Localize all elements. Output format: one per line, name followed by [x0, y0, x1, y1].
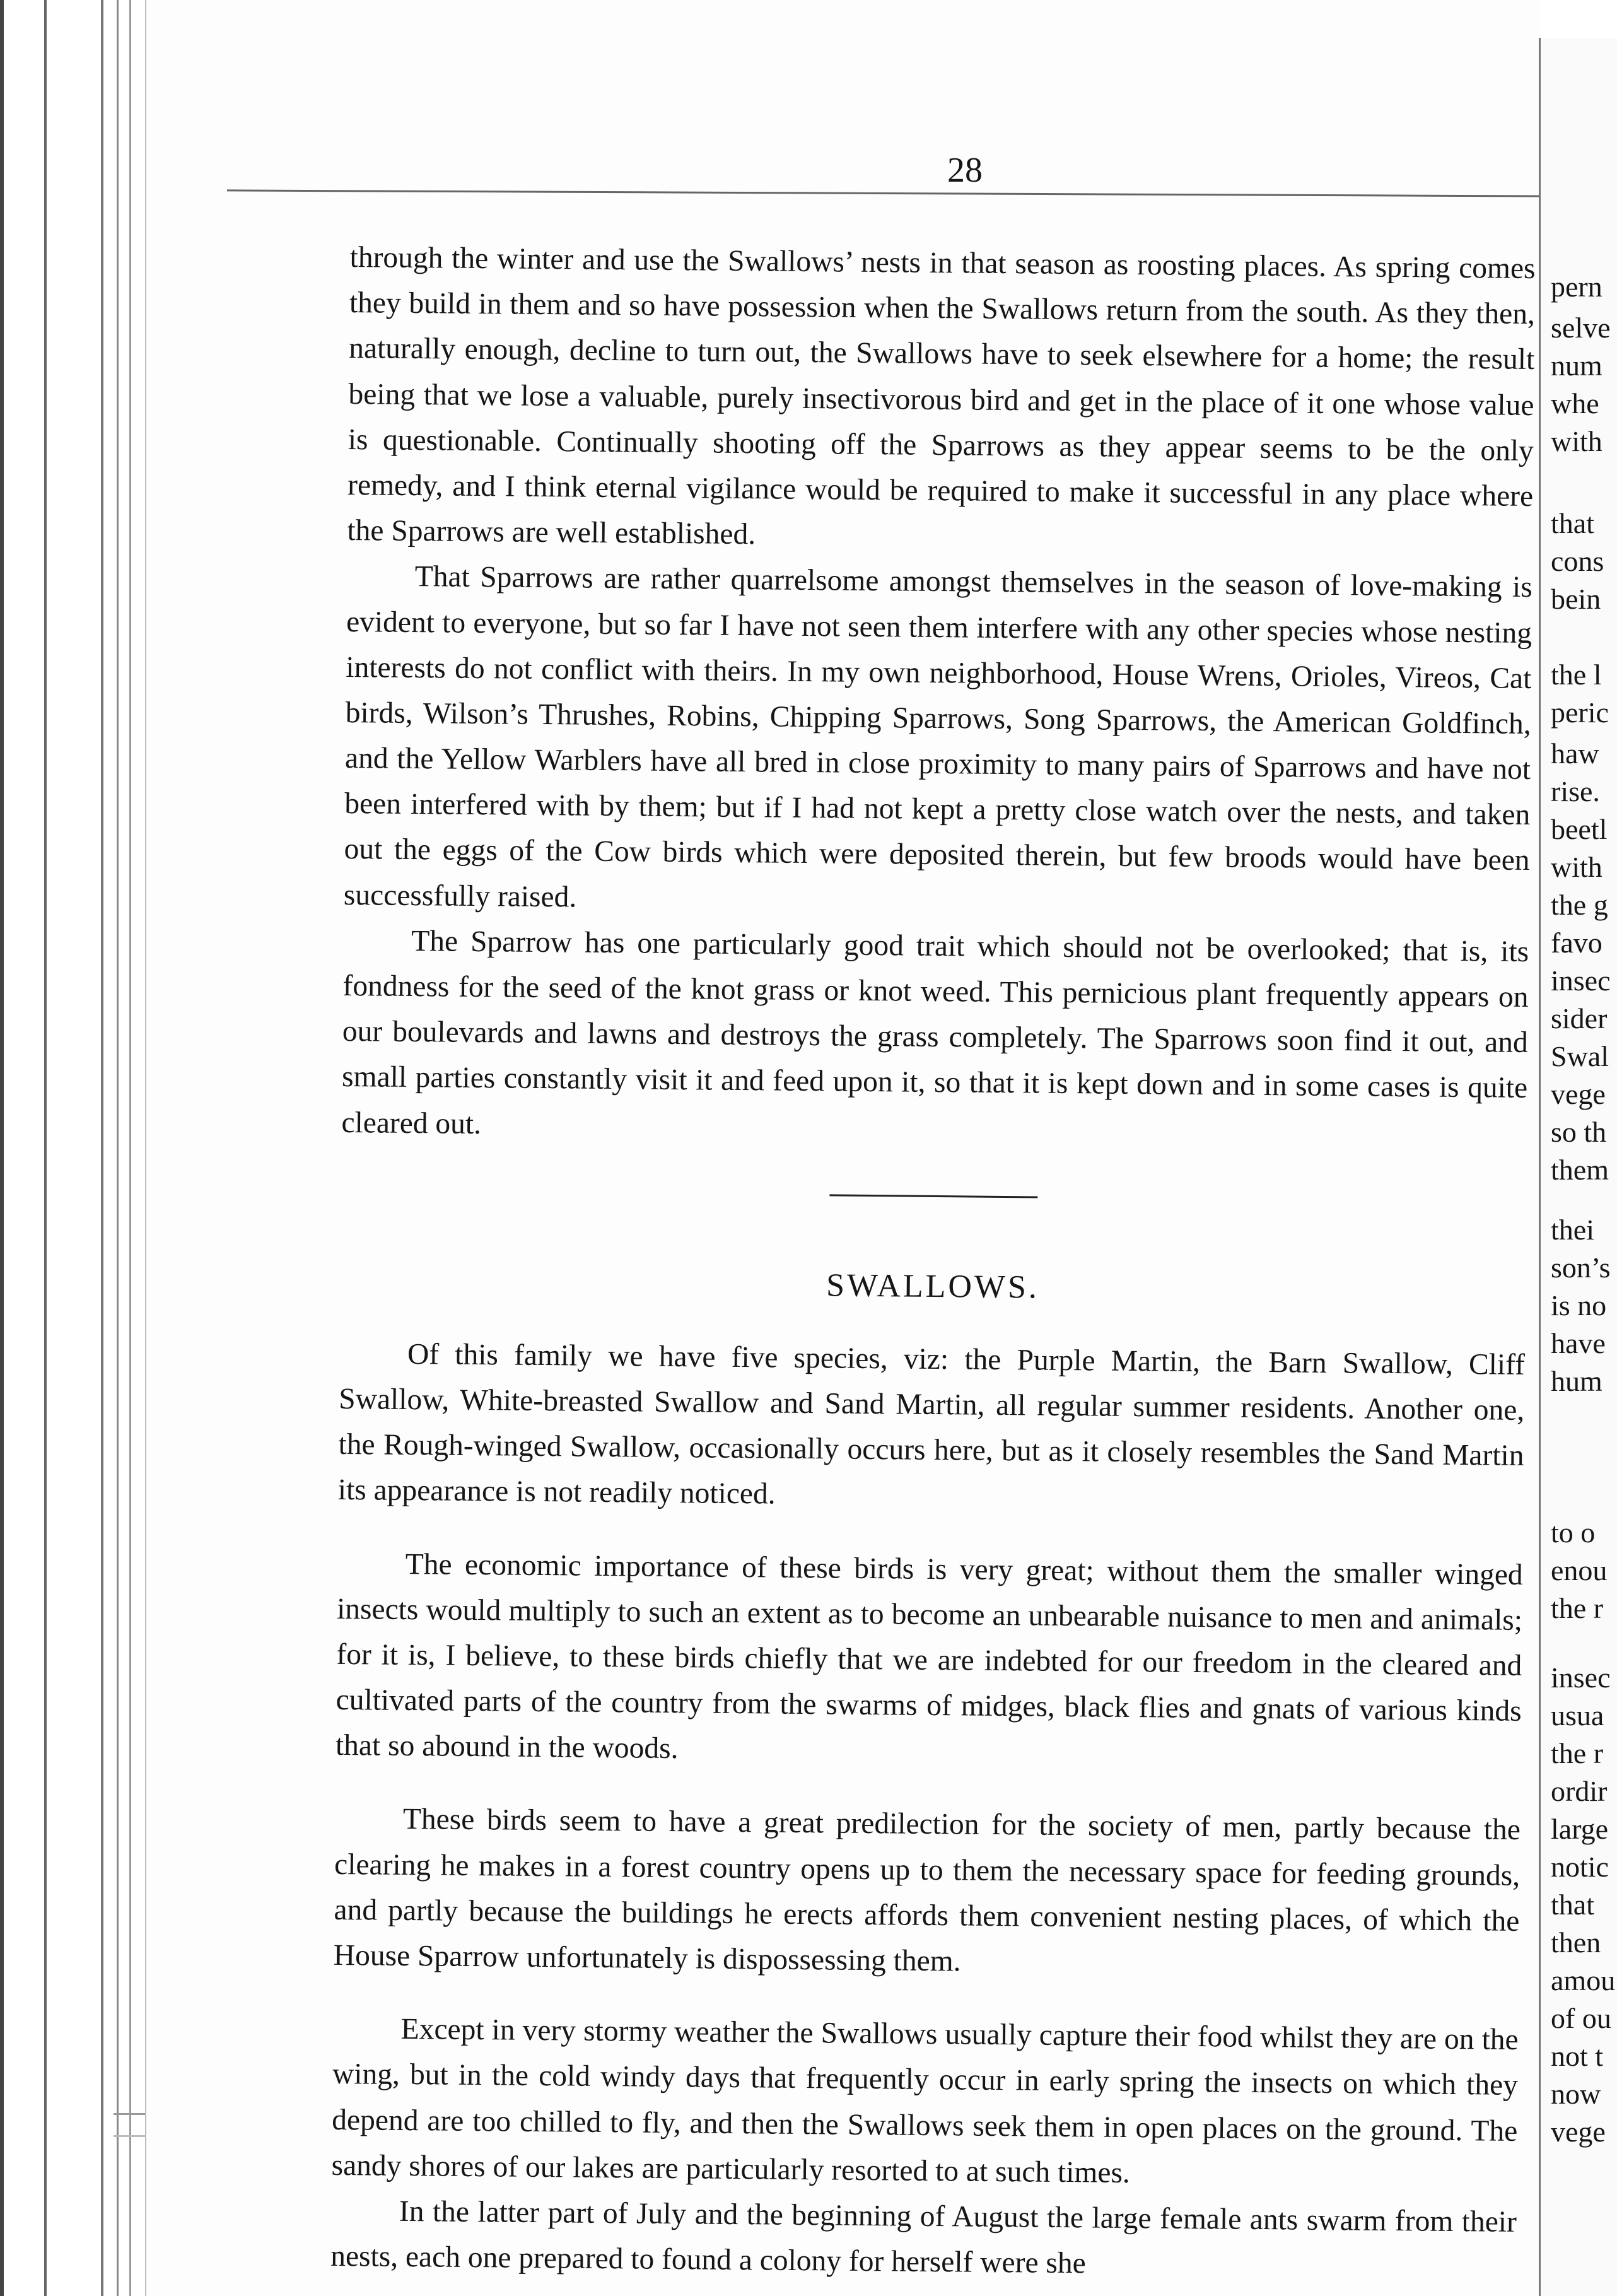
- adjacent-page-line: num: [1551, 349, 1602, 382]
- paragraph: The economic importance of these birds is very great; without them the smaller winged insects would multiply to such an extent as to become an unbearable nuisance to men and animals; for it is, I believe, to these birds chiefly that we are indebted for our freedom in the cleared and cultivated parts of the country from the swarms of midges, black flies and gnats of various kinds that so abound in the woods.: [335, 1547, 1523, 1766]
- adjacent-page-line: large: [1551, 1813, 1609, 1845]
- adjacent-page-line: so th: [1551, 1116, 1607, 1148]
- paragraph: through the winter and use the Swallows’ nests in that season as roosting places. As spring comes they build in them and so have possession when the Swallows return from the south. As they then, naturally enough, decline to turn out, the Swallows have to seek elsewhere for a home; the result being that we lose a valuable, purely insectivorous bird and get in the place of it one whose value is questionable. Continually shooting off the Sparrows as they appear seems to be the only remedy, and I think eternal vigilance would be required to make it successful in any place where the Sparrows are well established.: [347, 240, 1536, 551]
- adjacent-page-line: notic: [1551, 1851, 1609, 1883]
- adjacent-page: [1539, 38, 1617, 2296]
- adjacent-page-line: haw: [1551, 737, 1599, 770]
- adjacent-page-line: the r: [1551, 1737, 1604, 1769]
- adjacent-page-line: hum: [1551, 1365, 1602, 1397]
- adjacent-page-line: Swal: [1551, 1040, 1609, 1072]
- page-edge: [101, 0, 103, 2296]
- adjacent-page-line: with: [1551, 425, 1602, 457]
- adjacent-page-line: sider: [1551, 1002, 1608, 1034]
- adjacent-page-line: bein: [1551, 583, 1601, 615]
- paragraph: The Sparrow has one particularly good trait which should not be overlooked; that is, its fondness for the seed of the knot grass or knot weed. This pernicious plant frequently appears on our boulevards and lawns and destroys the grass completely. The Sparrows soon find it out, and small parties constantly visit it and feed upon it, so that it is kept down and in some cases is quite cleared out.: [341, 924, 1529, 1140]
- page-number: 28: [947, 151, 983, 190]
- adjacent-page-line: usua: [1551, 1699, 1604, 1731]
- adjacent-page-line: son’s: [1551, 1251, 1611, 1284]
- adjacent-page-line: to o: [1551, 1516, 1596, 1549]
- adjacent-page-line: whe: [1551, 387, 1599, 419]
- adjacent-page-line: vege: [1551, 2116, 1606, 2148]
- adjacent-page-line: the r: [1551, 1592, 1604, 1624]
- page-body: [330, 235, 1536, 2290]
- adjacent-page-line: now: [1551, 2078, 1601, 2110]
- adjacent-page-line: have: [1551, 1327, 1606, 1359]
- adjacent-page-line: beetl: [1551, 813, 1608, 845]
- adjacent-page-line: enou: [1551, 1554, 1608, 1586]
- adjacent-page-line: selve: [1551, 312, 1611, 344]
- adjacent-page-line: insec: [1551, 1661, 1611, 1694]
- adjacent-page-line: ordir: [1551, 1775, 1608, 1807]
- adjacent-page-line: is no: [1551, 1289, 1607, 1321]
- paragraph: In the latter part of July and the beginning of August the large female ants swarm from their nests, each one prepared to found a colony for herself were she: [330, 2194, 1517, 2280]
- adjacent-page-line: insec: [1551, 964, 1611, 997]
- adjacent-page-line: amou: [1551, 1964, 1616, 1996]
- paragraph: These birds seem to have a great predilection for the society of men, partly because the clearing he makes in a forest country opens up to them the necessary space for feeding grounds, and partly because the buildings he erects affords them convenient nesting places, of which the House Sparrow unfortunately is dispossessing them.: [333, 1803, 1521, 1978]
- adjacent-page-line: pern: [1551, 271, 1602, 303]
- adjacent-page-line: favo: [1551, 927, 1602, 959]
- book-edge: [0, 0, 4, 2296]
- adjacent-page-line: cons: [1551, 545, 1604, 577]
- paragraph: Except in very stormy weather the Swallows usually capture their food whilst they are on the wing, but in the cold windy days that frequently occur in early spring the insects on which they depend are too chilled to fly, and then the Swallows seek them in open places on the ground. The sandy shores of our lakes are particularly resorted to at such times.: [331, 2013, 1519, 2189]
- adjacent-page-line: not t: [1551, 2040, 1604, 2072]
- paragraph: Of this family we have five species, viz: the Purple Martin, the Barn Swallow, Cliff Swallow, White-breasted Swallow and Sand Martin, all regular summer residents. Another one, the Rough-winged Swallow, occasionally occurs here, but as it closely resembles the Sand Martin its appearance is not readily noticed.: [337, 1337, 1526, 1511]
- adjacent-page-line: vege: [1551, 1078, 1606, 1110]
- section-heading: SWALLOWS.: [826, 1267, 1040, 1306]
- section-separator: [829, 1194, 1037, 1198]
- adjacent-page-line: rise.: [1551, 775, 1600, 807]
- adjacent-page-line: that: [1551, 507, 1594, 539]
- paragraph: That Sparrows are rather quarrelsome amongst themselves in the season of love-making is evident to everyone, but so far I have not seen them interfere with any other species whose nesting interests do not conflict with theirs. In my own neighborhood, House Wrens, Orioles, Vireos, Cat birds, Wilson’s Thrushes, Robins, Chipping Sparrows, Song Sparrows, the American Goldfinch, and the Yellow Warblers have all bred in close proximity to many pairs of Sparrows and have not been interfered with by them; but if I had not kept a pretty close watch over the nests, and taken out the eggs of the Cow birds which were deposited therein, but few broods would have been successfully raised.: [343, 560, 1532, 914]
- page-edge: [117, 0, 119, 2296]
- adjacent-page-line: of ou: [1551, 2002, 1611, 2034]
- adjacent-page-line: them: [1551, 1154, 1609, 1186]
- adjacent-page-line: the l: [1551, 659, 1602, 691]
- adjacent-page-line: the g: [1551, 889, 1608, 921]
- book-edge: [44, 0, 47, 2296]
- adjacent-page-line: then: [1551, 1926, 1601, 1959]
- adjacent-page-line: with: [1551, 851, 1602, 883]
- adjacent-page-line: that: [1551, 1889, 1594, 1921]
- adjacent-page-line: peric: [1551, 696, 1609, 729]
- adjacent-page-line: thei: [1551, 1214, 1594, 1246]
- page-edge: [129, 0, 131, 2296]
